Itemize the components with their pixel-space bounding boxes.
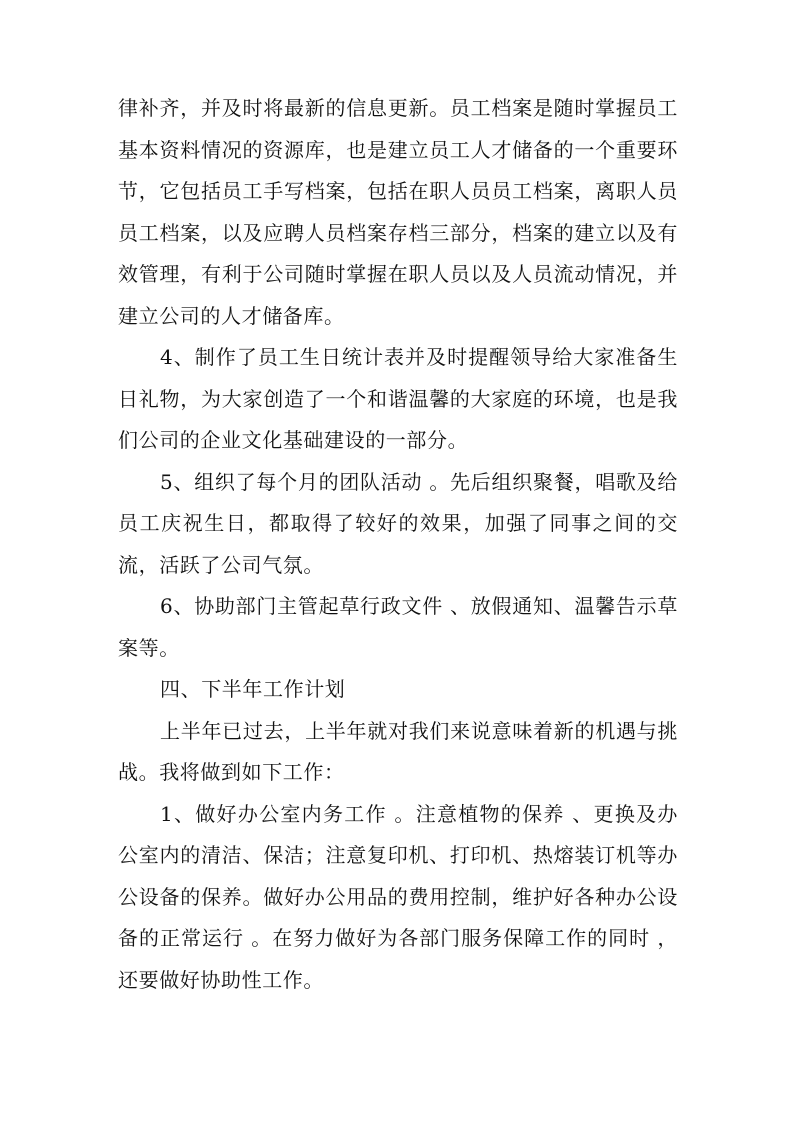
paragraph-item-6: 6、协助部门主管起草行政文件 、放假通知、温馨告示草案等。 (118, 594, 678, 660)
section-heading-plan: 四、下半年工作计划 (160, 677, 346, 701)
paragraph-item-4: 4、制作了员工生日统计表并及时提醒领导给大家准备生日礼物，为大家创造了一个和谐温馨的大家庭的环境，也是我们公司的企业文化基础建设的一部分。 (118, 345, 678, 452)
document-body (118, 88, 678, 1001)
paragraph-item-5: 5、组织了每个月的团队活动 。先后组织聚餐，唱歌及给员工庆祝生日，都取得了较好的效果，加强了同事之间的交流，活跃了公司气氛。 (118, 469, 678, 577)
paragraph-archive-continued: 律补齐，并及时将最新的信息更新。员工档案是随时掌握员工基本资料情况的资源库，也是建立员工人才储备的一个重要环节，它包括员工手写档案，包括在职人员员工档案，离职人员员工档案，以及应聘人员档案存档三部分，档案的建立以及有效管理，有利于公司随时掌握在职人员以及人员流动情况，并建立公司的人才储备库。 (118, 96, 678, 328)
paragraph-plan-item-1: 1、做好办公室内务工作 。注意植物的保养 、更换及办公室内的清洁、保洁；注意复印机、打印机、热熔装订机等办公设备的保养。做好办公用品的费用控制，维护好各种办公设备的正常运行 。在努力做好为各部门服务保障工作的同时 ，还要做好协助性工作。 (118, 801, 678, 992)
paragraph-plan-intro: 上半年已过去，上半年就对我们来说意味着新的机遇与挑战。我将做到如下工作： (118, 718, 678, 784)
